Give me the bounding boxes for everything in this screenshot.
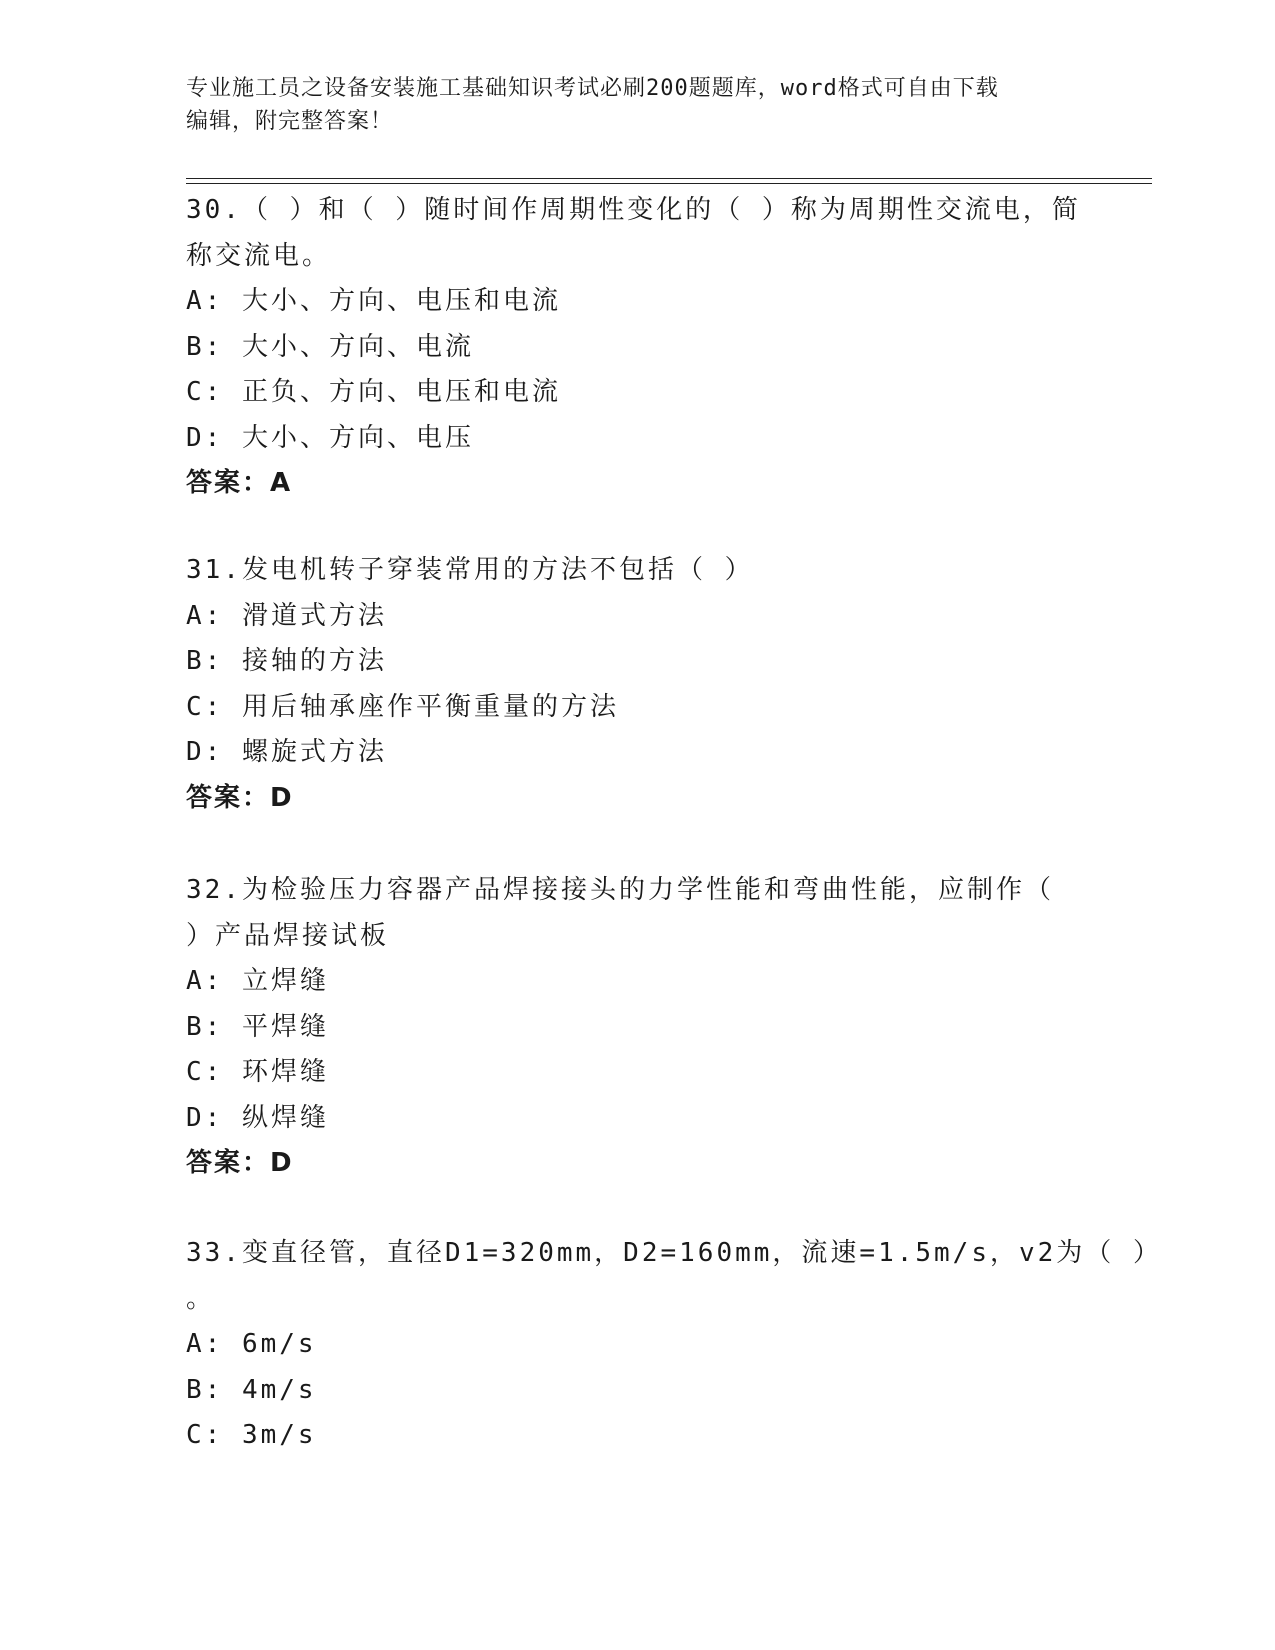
option-d: D: 螺旋式方法 <box>186 737 387 767</box>
stem-line: 33.变直径管，直径D1=320mm，D2=160mm，流速=1.5m/s，v2为（ ） <box>186 1238 1162 1268</box>
option-b: B: 接轴的方法 <box>186 646 387 676</box>
header-divider-bottom <box>186 183 1152 184</box>
question-31 <box>186 548 1066 821</box>
option-b: B: 4m/s <box>186 1374 317 1405</box>
question-stem <box>186 1231 1162 1322</box>
question-stem <box>186 548 1066 594</box>
option-b: B: 平焊缝 <box>186 1011 329 1042</box>
stem-line: 32.为检验压力容器产品焊接接头的力学性能和弯曲性能，应制作（ <box>186 875 1054 905</box>
header-line-1: 专业施工员之设备安装施工基础知识考试必刷200题题库，word格式可自由下载 <box>186 76 999 101</box>
stem-line: 称交流电。 <box>186 240 332 271</box>
stem-line: 30.（ ）和（ ）随时间作周期性变化的（ ）称为周期性交流电，简 <box>186 195 1081 225</box>
option-a: A: 大小、方向、电压和电流 <box>186 286 561 316</box>
answer-label: 答案：A <box>186 468 293 498</box>
answer-label: 答案：D <box>186 782 294 813</box>
stem-line: ）产品焊接试板 <box>186 920 390 951</box>
option-c: C: 环焊缝 <box>186 1057 329 1087</box>
option-a: A: 滑道式方法 <box>186 600 387 631</box>
answer-label: 答案：D <box>186 1148 294 1178</box>
question-32 <box>186 868 1066 1187</box>
document-header <box>186 72 1066 138</box>
stem-line: 。 <box>186 1283 216 1314</box>
option-c: C: 用后轴承座作平衡重量的方法 <box>186 691 619 722</box>
option-b: B: 大小、方向、电流 <box>186 331 474 362</box>
stem-line: 31.发电机转子穿装常用的方法不包括（ ） <box>186 555 754 585</box>
option-c: C: 正负、方向、电压和电流 <box>186 377 561 407</box>
header-line-2: 编辑，附完整答案！ <box>186 109 394 134</box>
question-stem <box>186 868 1066 959</box>
option-a: A: 6m/s <box>186 1329 317 1359</box>
question-30 <box>186 188 1081 507</box>
option-d: D: 大小、方向、电压 <box>186 422 474 453</box>
option-d: D: 纵焊缝 <box>186 1102 329 1133</box>
header-divider-top <box>186 178 1152 179</box>
question-33 <box>186 1231 1162 1459</box>
option-a: A: 立焊缝 <box>186 966 329 996</box>
option-c: C: 3m/s <box>186 1420 317 1450</box>
question-stem <box>186 188 1081 279</box>
